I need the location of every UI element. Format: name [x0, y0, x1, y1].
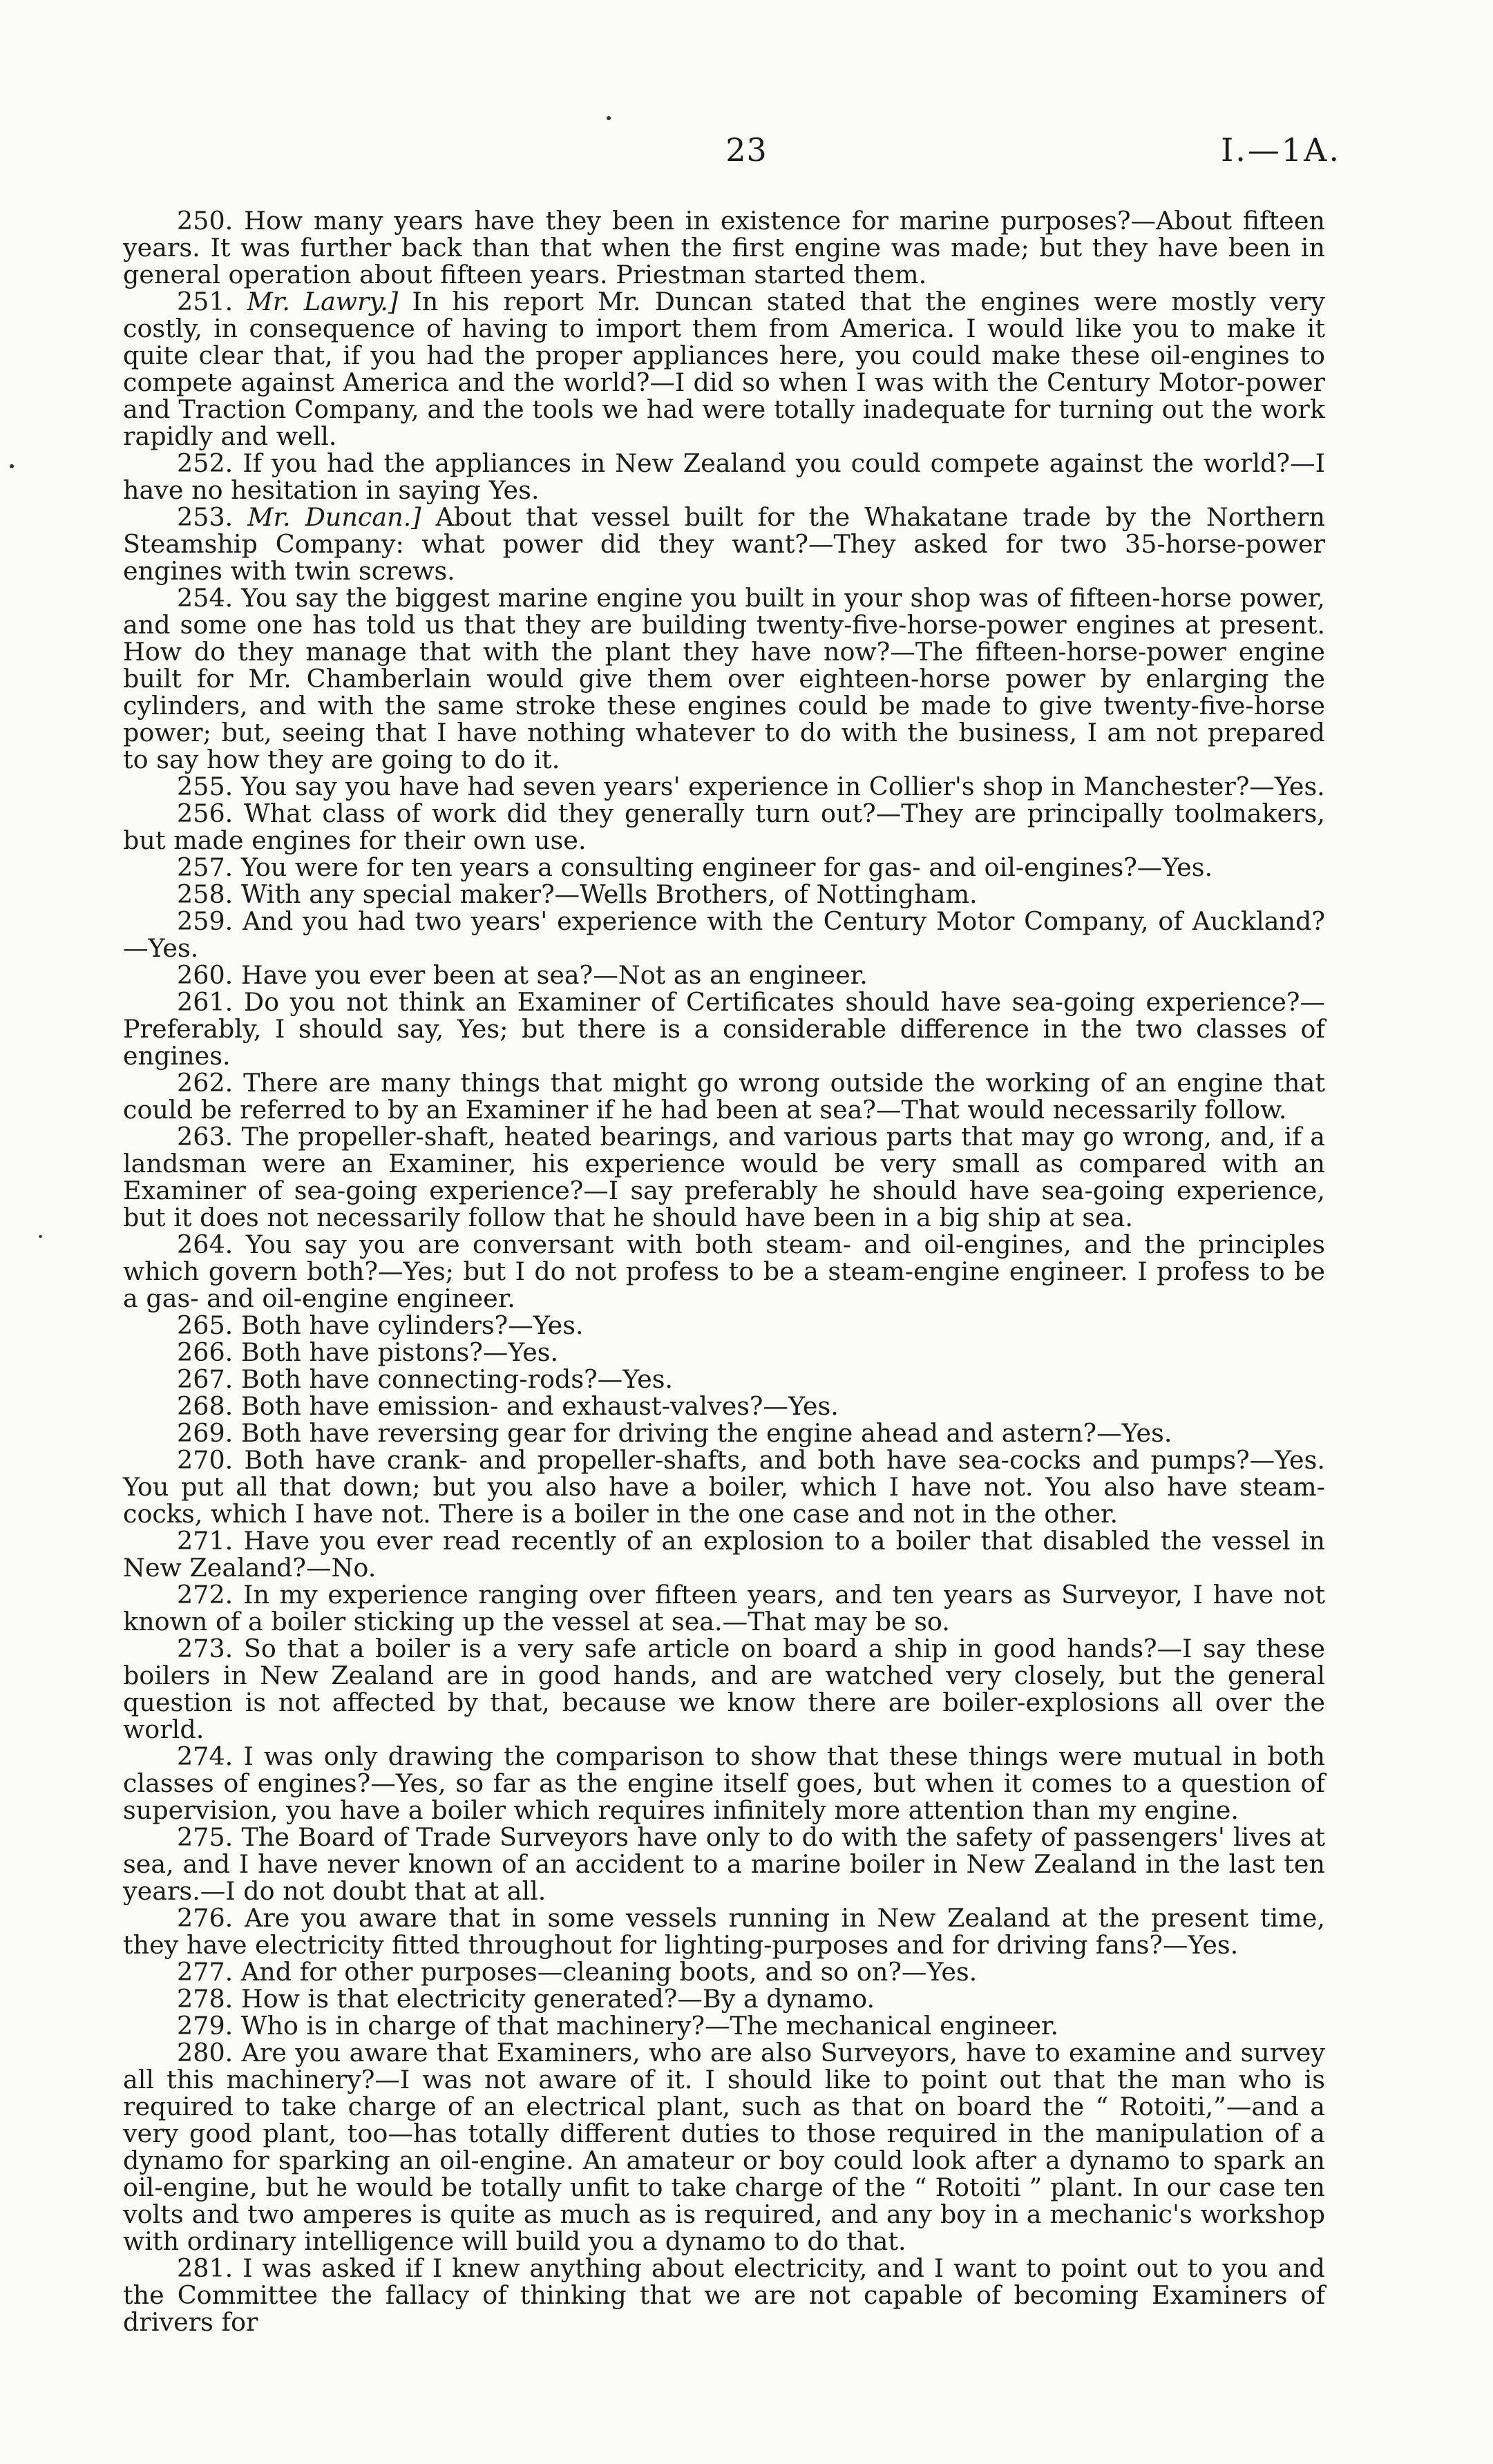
evidence-paragraph [123, 1312, 1325, 1339]
paragraph-text: Both have emission- and exhaust-valves?—Yes. [240, 1391, 839, 1421]
document-reference: I.—1A. [1221, 131, 1341, 169]
evidence-paragraph [123, 2012, 1325, 2039]
paragraph-text: In his report Mr. Duncan stated that the engines were mostly very costly, in consequence of having to import them from America. I would like you to make it quite clear that, if you had the proper appliances here, you could make these oil-engines to compete against America and the world?—I did so when I was with the Century Motor-power and Traction Company, and the tools we had were totally inadequate for turning out the work rapidly and well. [123, 287, 1325, 451]
paragraph-text: The propeller-shaft, heated bearings, and various parts that may go wrong, and, if a landsman were an Examiner, his experience would be very small as compared with an Examiner of sea-going experience?—I say preferably he should have sea-going experience, but it does not necessarily follow that he should have been in a big ship at sea. [123, 1122, 1325, 1232]
paragraph-text: Have you ever been at sea?—Not as an engineer. [240, 960, 868, 990]
paragraph-text: Do you not think an Examiner of Certificates should have sea-going experience?—Preferably, I should say, Yes; but there is a considerable difference in the two classes of engines. [123, 987, 1326, 1071]
evidence-paragraph [123, 773, 1325, 800]
evidence-paragraph [123, 1904, 1325, 1958]
paragraph-text: I was only drawing the comparison to show that these things were mutual in both classes of engines?—Yes, so far as the engine itself goes, but when it comes to a question of supervision, you have a boiler which requires infinitely more attention than my engine. [123, 1741, 1325, 1825]
evidence-paragraph [123, 2255, 1325, 2336]
paragraph-number: 256. [177, 799, 234, 828]
paragraph-text: Both have cylinders?—Yes. [240, 1310, 584, 1340]
paragraph-text: The Board of Trade Surveyors have only to do with the safety of passengers' lives at sea, and I have never known of an accident to a marine boiler in New Zealand in the last ten years.—I do not doubt that at all. [123, 1822, 1325, 1906]
body-text [123, 207, 1325, 2336]
paragraph-text: About that vessel built for the Whakatane trade by the Northern Steamship Company: what power did they want?—They asked for two 35-horse-power engines with twin screws. [123, 502, 1325, 586]
paragraph-number: 255. [177, 772, 234, 801]
paragraph-number: 272. [177, 1580, 234, 1610]
paragraph-text: If you had the appliances in New Zealand you could compete against the world?—I have no hesitation in saying Yes. [123, 448, 1325, 505]
evidence-paragraph [123, 2039, 1325, 2255]
evidence-paragraph [123, 1446, 1325, 1527]
paragraph-text: Both have connecting-rods?—Yes. [240, 1364, 674, 1394]
evidence-paragraph [123, 1985, 1325, 2012]
evidence-paragraph [123, 450, 1325, 504]
margin-mark [10, 464, 14, 468]
paragraph-text: In my experience ranging over fifteen years, and ten years as Surveyor, I have not known of a boiler sticking up the vessel at sea.—That may be so. [123, 1580, 1325, 1636]
paragraph-text: How many years have they been in existence for marine purposes?—About fifteen years. It was further back than that when the first engine was made; but they have been in general operation about fifteen years. Priestman started them. [123, 206, 1325, 289]
paragraph-number: 270. [177, 1445, 234, 1475]
paragraph-number: 275. [177, 1822, 234, 1852]
paragraph-number: 281. [177, 2253, 234, 2283]
evidence-paragraph [123, 1743, 1325, 1824]
paragraph-text: I was asked if I knew anything about electricity, and I want to point out to you and the Committee the fallacy of thinking that we are not capable of becoming Examiners of drivers for [123, 2253, 1325, 2337]
paragraph-number: 279. [177, 2011, 234, 2041]
paragraph-number: 263. [177, 1122, 234, 1152]
paragraph-text: Both have crank- and propeller-shafts, and both have sea-cocks and pumps?—Yes. You put all that down; but you also have a boiler, which I have not. You also have steam-cocks, which I have not. There is a boiler in the one case and not in the other. [123, 1445, 1325, 1529]
paragraph-text: You say you have had seven years' experience in Collier's shop in Manchester?—Yes. [240, 772, 1325, 801]
paragraph-number: 253. [177, 502, 234, 532]
evidence-paragraph [123, 1958, 1325, 1985]
evidence-paragraph [123, 1231, 1325, 1312]
evidence-paragraph [123, 1393, 1325, 1420]
evidence-paragraph [123, 854, 1325, 881]
paragraph-number: 254. [177, 583, 234, 613]
page-number: 23 [725, 131, 768, 169]
evidence-paragraph [123, 989, 1325, 1069]
evidence-paragraph [123, 881, 1325, 908]
paragraph-number: 252. [177, 448, 234, 478]
paragraph-text: Both have pistons?—Yes. [240, 1337, 559, 1367]
evidence-paragraph [123, 800, 1325, 854]
evidence-paragraph [123, 1581, 1325, 1635]
paragraph-number: 267. [177, 1364, 234, 1394]
paragraph-number: 277. [177, 1957, 234, 1987]
paragraph-text: Are you aware that in some vessels running in New Zealand at the present time, they have electricity fitted throughout for lighting-purposes and for driving fans?—Yes. [123, 1903, 1325, 1960]
paragraph-number: 271. [177, 1526, 234, 1556]
paragraph-text: Both have reversing gear for driving the engine ahead and astern?—Yes. [240, 1418, 1172, 1448]
paragraph-text: You say you are conversant with both steam- and oil-engines, and the principles which govern both?—Yes; but I do not profess to be a steam-engine engineer. I profess to be a gas- and oil-engine engineer. [123, 1230, 1326, 1313]
paragraph-number: 273. [177, 1634, 234, 1663]
paragraph-text: With any special maker?—Wells Brothers, of Nottingham. [240, 879, 978, 909]
paragraph-number: 280. [177, 2038, 234, 2067]
evidence-paragraph [123, 1420, 1325, 1446]
paragraph-text: Are you aware that Examiners, who are also Surveyors, have to examine and survey all this machinery?—I was not aware of it. I should like to point out that the man who is required to take charge of an electrical plant, such as that on board the “ Rotoiti,”—and a very good plant, too—has totally different duties to those required in the manipulation of a dynamo for sparking an oil-engine. An amateur or boy could look after a dynamo to spark an oil-engine, but he would be totally unfit to take charge of the “ Rotoiti ” plant. In our case ten volts and two amperes is quite as much as is required, and any boy in a mechanic's workshop with ordinary intelligence will build you a dynamo to do that. [123, 2038, 1325, 2256]
paragraph-number: 274. [177, 1741, 234, 1771]
evidence-paragraph [123, 504, 1325, 584]
paragraph-text: You say the biggest marine engine you built in your shop was of fifteen-horse power, and some one has told us that they are building twenty-five-horse-power engines at present. How do they manage that with the plant they have now?—The fifteen-horse-power engine built for Mr. Chamberlain would give them over eighteen-horse power by enlarging the cylinders, and with the same stroke these engines could be made to give twenty-five-horse power; but, seeing that I have nothing whatever to do with the business, I am not prepared to say how they are going to do it. [123, 583, 1325, 774]
paragraph-text: There are many things that might go wrong outside the working of an engine that could be referred to by an Examiner if he had been at sea?—That would necessarily follow. [123, 1068, 1325, 1125]
paragraph-text: How is that electricity generated?—By a dynamo. [240, 1984, 875, 2014]
evidence-paragraph [123, 1366, 1325, 1393]
evidence-paragraph [123, 962, 1325, 989]
paragraph-number: 258. [177, 879, 234, 909]
paragraph-number: 268. [177, 1391, 234, 1421]
paragraph-text: And you had two years' experience with the Century Motor Company, of Auckland?—Yes. [123, 906, 1325, 963]
paragraph-number: 266. [177, 1337, 234, 1367]
evidence-paragraph [123, 1069, 1325, 1123]
speaker-name: Mr. Lawry.] [247, 287, 399, 316]
evidence-paragraph [123, 1527, 1325, 1581]
paragraph-number: 262. [177, 1068, 234, 1098]
paragraph-number: 261. [177, 987, 234, 1017]
evidence-paragraph [123, 1123, 1325, 1231]
paragraph-number: 265. [177, 1310, 234, 1340]
paragraph-number: 250. [177, 206, 234, 236]
paragraph-text: And for other purposes—cleaning boots, and so on?—Yes. [240, 1957, 978, 1987]
ink-speck [607, 116, 611, 120]
evidence-paragraph [123, 1339, 1325, 1366]
paragraph-number: 260. [177, 960, 234, 990]
evidence-paragraph [123, 584, 1325, 773]
paragraph-number: 264. [177, 1230, 234, 1259]
paragraph-number: 251. [177, 287, 234, 316]
paragraph-number: 278. [177, 1984, 234, 2014]
paragraph-number: 276. [177, 1903, 234, 1933]
paragraph-number: 257. [177, 852, 234, 882]
evidence-paragraph [123, 1635, 1325, 1743]
paragraph-text: What class of work did they generally turn out?—They are principally toolmakers, but made engines for their own use. [123, 799, 1325, 855]
paragraph-number: 269. [177, 1418, 234, 1448]
margin-mark [39, 1235, 42, 1238]
paragraph-number: 259. [177, 906, 234, 936]
evidence-paragraph [123, 908, 1325, 962]
paragraph-text: So that a boiler is a very safe article on board a ship in good hands?—I say these boilers in New Zealand are in good hands, and are watched very closely, but the general question is not affected by that, because we know there are boiler-explosions all over the world. [123, 1634, 1325, 1744]
paragraph-text: Who is in charge of that machinery?—The mechanical engineer. [240, 2011, 1059, 2041]
paragraph-text: Have you ever read recently of an explosion to a boiler that disabled the vessel in New Zealand?—No. [123, 1526, 1325, 1583]
speaker-name: Mr. Duncan.] [247, 502, 421, 532]
evidence-paragraph [123, 288, 1325, 450]
paragraph-text: You were for ten years a consulting engineer for gas- and oil-engines?—Yes. [240, 852, 1213, 882]
evidence-paragraph [123, 1824, 1325, 1904]
evidence-paragraph [123, 207, 1325, 288]
